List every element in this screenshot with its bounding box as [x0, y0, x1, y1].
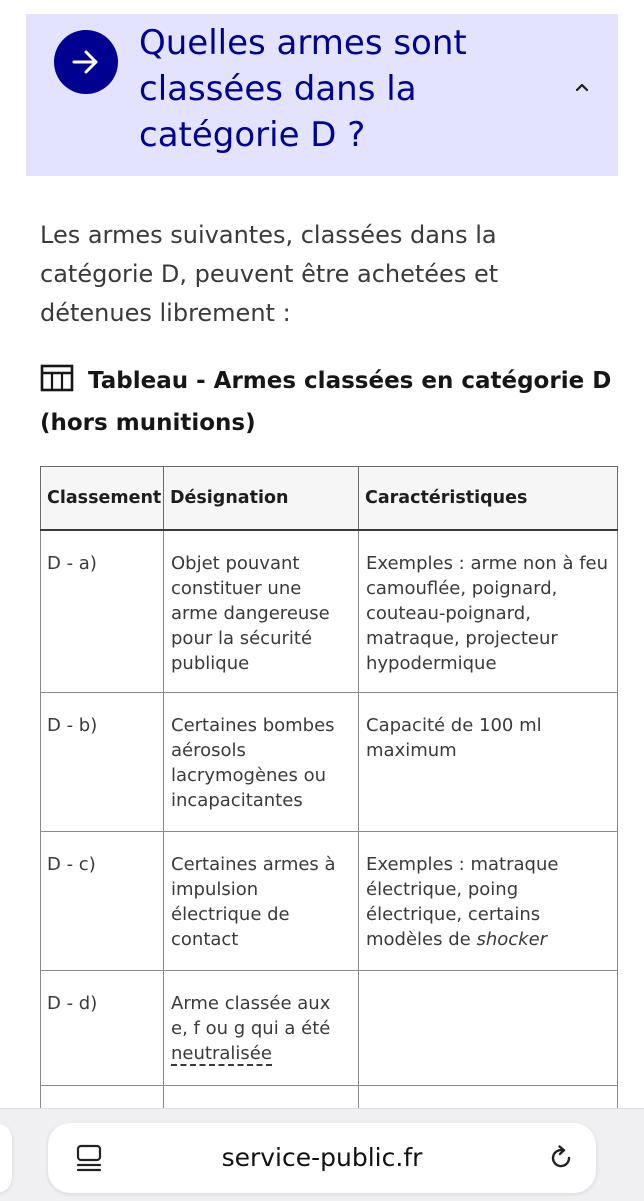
chevron-up-icon[interactable] — [572, 80, 592, 94]
cell-classement: D - a) — [41, 530, 164, 692]
arrow-right-icon[interactable] — [54, 30, 118, 94]
cell-classement: D - b) — [41, 692, 164, 831]
accordion-header[interactable] — [26, 14, 618, 176]
table-row — [41, 970, 618, 1085]
cell-caracteristiques: Capacité de 100 ml maximum — [359, 692, 618, 831]
designation-text: Arme classée aux e, f ou g qui a été — [171, 992, 331, 1039]
cell-caracteristiques: Exemples : arme non à feu camouflée, poignard, couteau-poignard, matraque, projecteur hypodermique — [359, 530, 618, 692]
table-row — [41, 831, 618, 970]
previous-tab-pill[interactable] — [0, 1123, 12, 1193]
table-row — [41, 692, 618, 831]
caracteristiques-text: Exemples : matraque électrique, poing électrique, certains modèles de — [366, 853, 559, 950]
cell-designation: Certaines bombes aérosols lacrymogènes ou incapacitantes — [164, 692, 359, 831]
table-row — [41, 530, 618, 692]
reload-icon[interactable] — [546, 1143, 576, 1177]
neutralisee-definition-link[interactable]: neutralisée — [171, 1042, 272, 1064]
header-designation: Désignation — [164, 467, 359, 531]
table-icon — [40, 364, 74, 404]
header-caracteristiques: Caractéristiques — [359, 467, 618, 531]
cell-designation: Objet pouvant constituer une arme dangereuse pour la sécurité publique — [164, 530, 359, 692]
browser-toolbar — [0, 1108, 644, 1201]
cell-classement: D - d) — [41, 970, 164, 1085]
caracteristiques-emphasis: shocker — [476, 928, 548, 950]
cell-caracteristiques — [359, 970, 618, 1085]
weapons-table — [40, 466, 618, 1146]
accordion-title[interactable]: Quelles armes sont classées dans la catégorie D ? — [139, 23, 467, 155]
table-caption — [40, 362, 620, 442]
cell-designation: Certaines armes à impulsion électrique de contact — [164, 831, 359, 970]
url-text[interactable]: service-public.fr — [221, 1143, 423, 1172]
intro-paragraph: Les armes suivantes, classées dans la catégorie D, peuvent être achetées et détenues librement : — [40, 221, 499, 327]
cell-caracteristiques — [359, 831, 618, 970]
cell-classement: D - c) — [41, 831, 164, 970]
table-header-row — [41, 467, 618, 531]
address-bar[interactable] — [48, 1123, 596, 1193]
table-caption-text: Tableau - Armes classées en catégorie D (hors munitions) — [40, 368, 612, 436]
header-classement: Classement — [41, 467, 164, 531]
cell-designation — [164, 970, 359, 1085]
